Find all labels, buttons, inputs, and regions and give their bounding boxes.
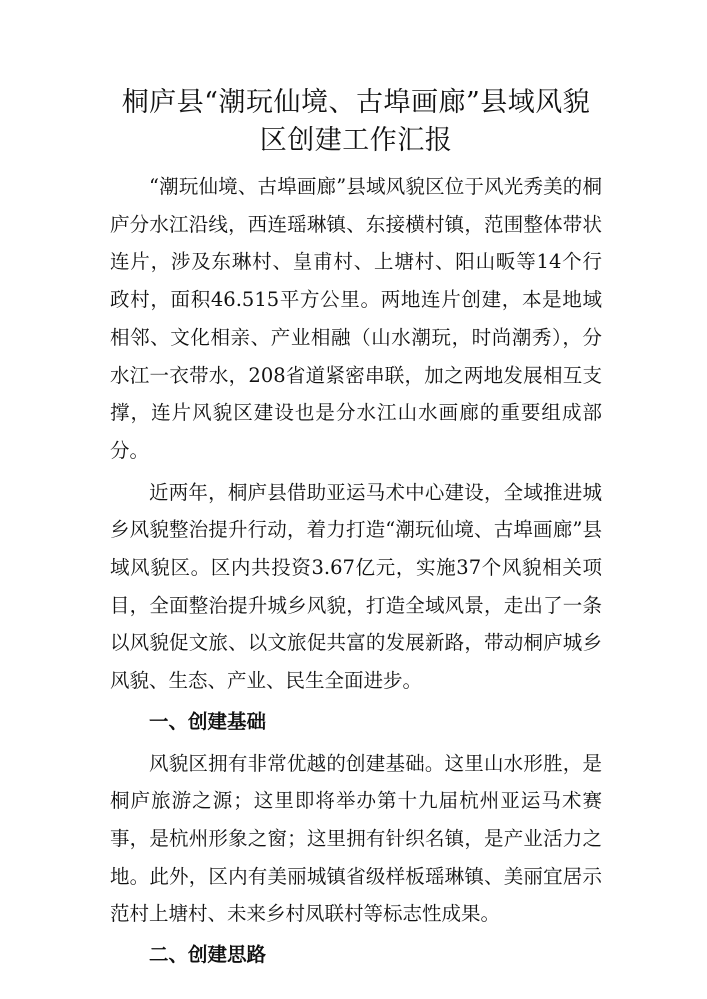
section-heading-approach: 二、创建思路 xyxy=(149,943,267,967)
intro-paragraph: “潮玩仙境、古埠画廊”县域风貌区位于风光秀美的桐庐分水江沿线，西连瑶琳镇、东接横村镇，范围整体带状连片，涉及东琳村、皇甫村、上塘村、阳山畈等14个行政村，面积46.515平方公里。两地连片创建，本是地域相邻、文化相亲、产业相融（山水潮玩，时尚潮秀），分水江一衣带水，208省道紧密串联，加之两地发展相互支撑，连片风貌区建设也是分水江山水画廊的重要组成部分。 xyxy=(110,175,602,462)
document-body xyxy=(110,168,602,974)
background-paragraph: 近两年，桐庐县借助亚运马术中心建设，全域推进城乡风貌整治提升行动，着力打造“潮玩仙境、古埠画廊”县域风貌区。区内共投资3.67亿元，实施37个风貌相关项目，全面整治提升城乡风貌，打造全域风景，走出了一条以风貌促文旅、以文旅促共富的发展新路，带动桐庐城乡风貌、生态、产业、民生全面进步。 xyxy=(110,480,602,693)
foundation-paragraph: 风貌区拥有非常优越的创建基础。这里山水形胜，是桐庐旅游之源；这里即将举办第十九届杭州亚运马术赛事，是杭州形象之窗；这里拥有针织名镇，是产业活力之地。此外，区内有美丽城镇省级样板瑶琳镇、美丽宜居示范村上塘村、未来乡村凤联村等标志性成果。 xyxy=(110,751,602,926)
document-page xyxy=(110,84,602,978)
section-heading-foundation: 一、创建基础 xyxy=(149,709,267,733)
document-title: 桐庐县“潮玩仙境、古埠画廊”县域风貌区创建工作汇报 xyxy=(121,87,591,156)
